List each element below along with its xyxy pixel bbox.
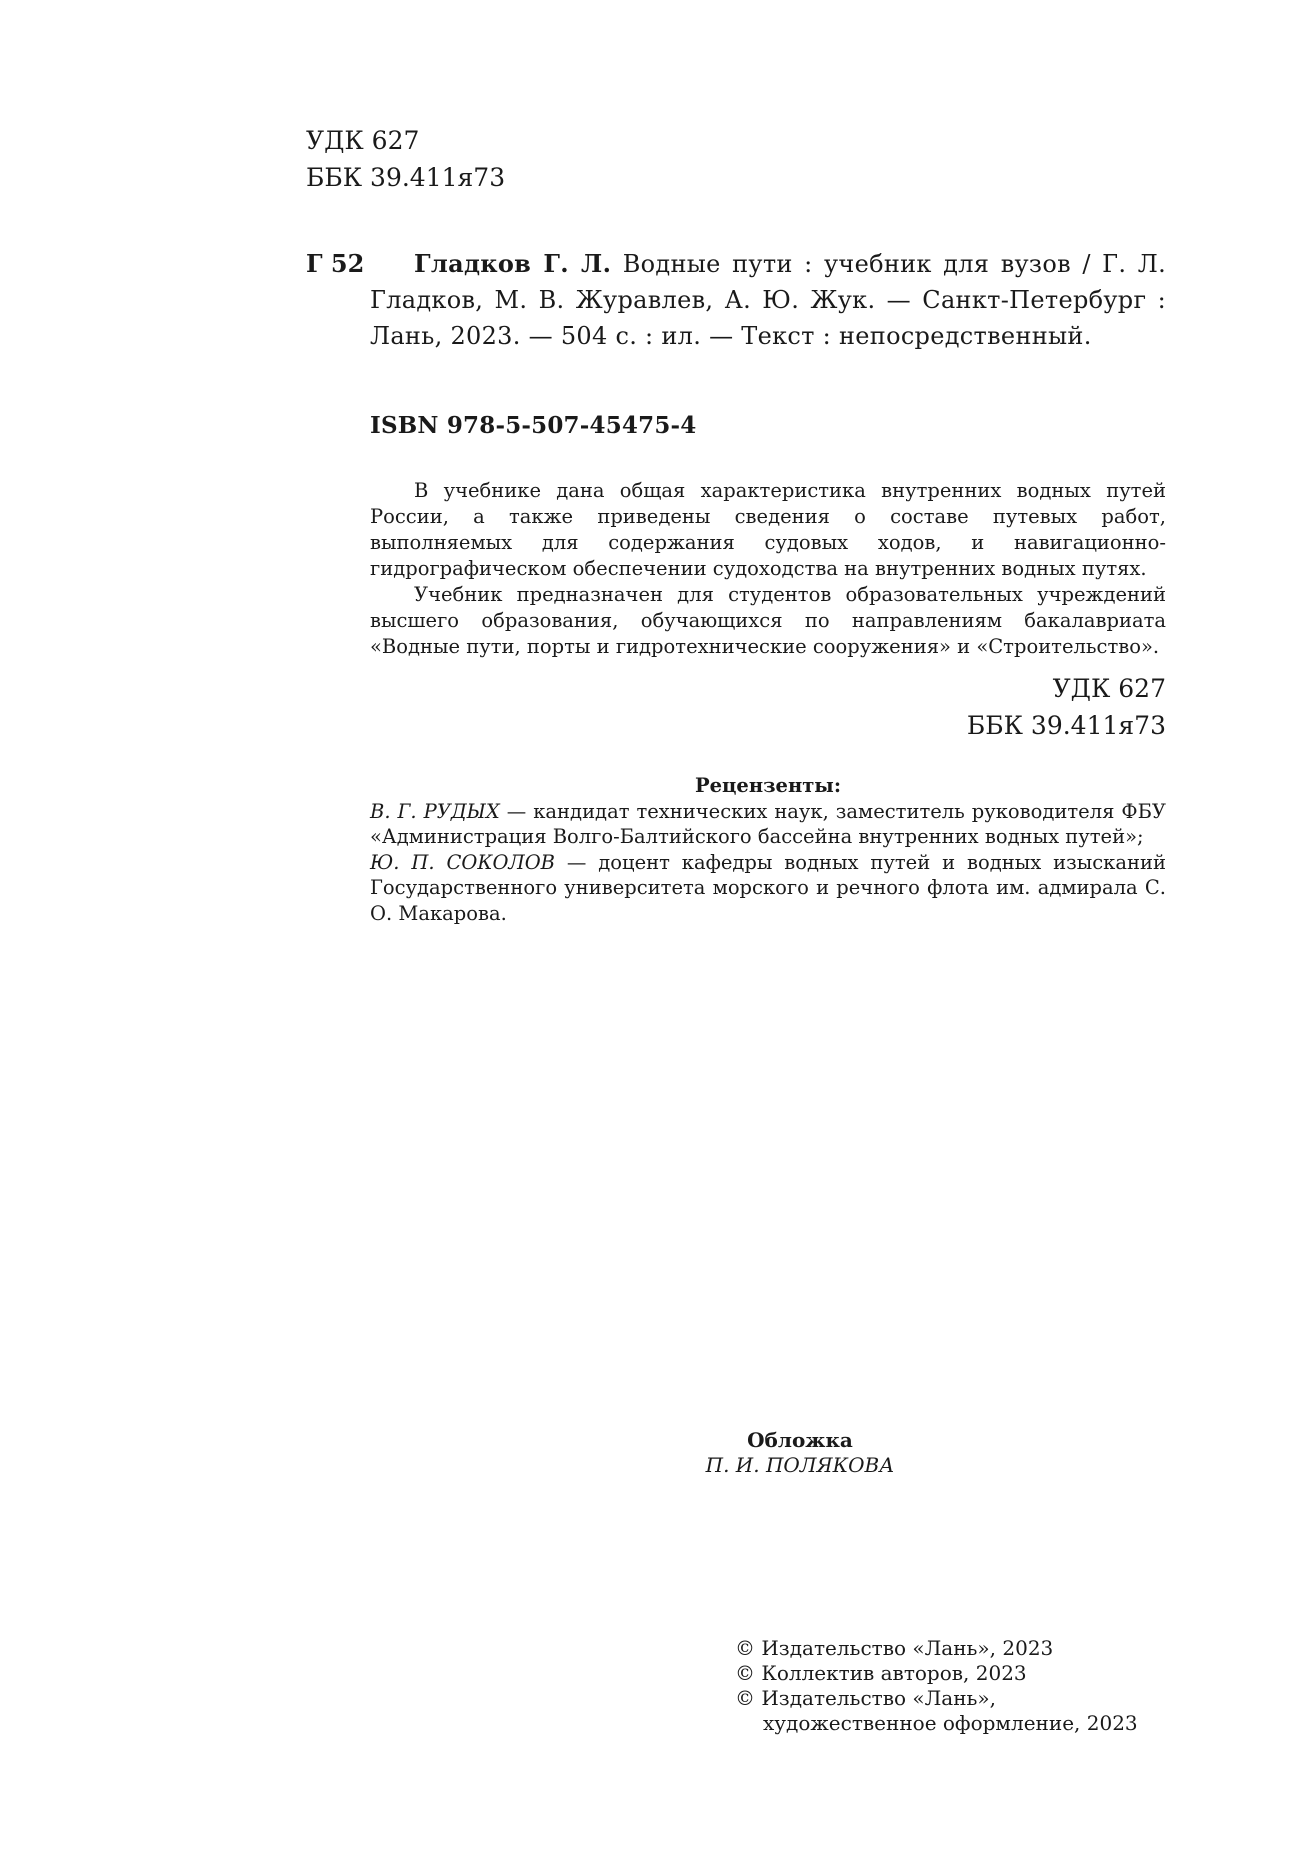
copyright-line: художественное оформление, 2023	[763, 1711, 1138, 1735]
entry-description: Водные пути : учебник для вузов / Г. Л. Гладков, М. В. Журавлев, А. Ю. Жук. — Санкт-Петербург : Лань, 2023. — 504 с. : ил. — Текст : непосредственный.	[370, 250, 1167, 350]
copyright-line: © Коллектив авторов, 2023	[735, 1661, 1027, 1685]
abstract-paragraph: Учебник предназначен для студентов образовательных учреждений высшего образования, обучающихся по направлениям бакалавриата «Водные пути, порты и гидротехнические сооружения» и «Строительство».	[370, 583, 1166, 658]
udk-code: УДК 627	[1052, 674, 1166, 703]
classification-header	[306, 122, 505, 196]
author-sign: Г 52	[306, 249, 365, 278]
reviewer-name: В. Г. РУДЫХ	[370, 799, 500, 823]
reviewer-description: — доцент кафедры водных путей и водных изысканий Государственного университета морского и речного флота им. адмирала С. О. Макарова.	[370, 850, 1166, 925]
reviewers-block	[370, 773, 1166, 926]
isbn: ISBN 978-5-507-45475-4	[370, 412, 697, 439]
reviewer-entry	[370, 850, 1166, 927]
entry-author: Гладков Г. Л.	[414, 249, 612, 278]
reviewer-description: — кандидат технических наук, заместитель руководителя ФБУ «Администрация Волго-Балтийского бассейна внутренних водных путей»;	[370, 799, 1167, 848]
reviewers-title: Рецензенты:	[694, 774, 842, 797]
cover-credit	[560, 1428, 1040, 1478]
bbk-code: ББК 39.411я73	[306, 163, 506, 192]
cover-label: Обложка	[747, 1428, 853, 1452]
bbk-code: ББК 39.411я73	[966, 711, 1166, 740]
reviewer-name: Ю. П. СОКОЛОВ	[370, 850, 556, 874]
bibliographic-entry	[370, 246, 1166, 354]
copyright-line: © Издательство «Лань», 2023	[735, 1636, 1054, 1660]
copyright-block	[735, 1636, 1138, 1736]
cover-artist: П. И. ПОЛЯКОВА	[705, 1453, 895, 1477]
abstract-paragraph: В учебнике дана общая характеристика внутренних водных путей России, а также приведены сведения о составе путевых работ, выполняемых для содержания судовых ходов, и навигационно-гидрографическом обеспечении судоходства на внутренних водных путях.	[370, 479, 1166, 580]
classification-footer	[967, 670, 1166, 744]
copyright-line: © Издательство «Лань»,	[735, 1686, 997, 1710]
abstract	[370, 478, 1166, 660]
udk-code: УДК 627	[306, 126, 420, 155]
reviewer-entry	[370, 799, 1166, 850]
